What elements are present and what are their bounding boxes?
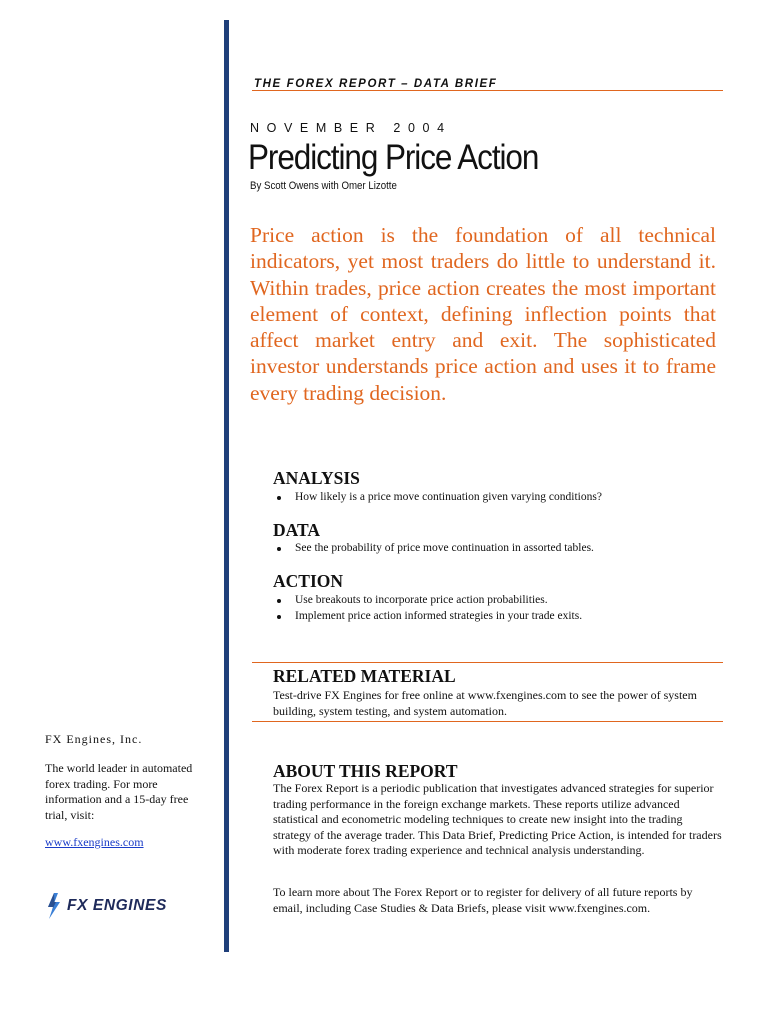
fx-engines-logo [45, 893, 167, 919]
analysis-heading: ANALYSIS [273, 468, 360, 488]
data-heading: DATA [273, 520, 320, 540]
list-item: See the probability of price move continuation in assorted tables. [273, 541, 594, 557]
about-report-text: The Forex Report is a periodic publication that investigates advanced strategies for superior trading performance in the foreign exchange markets. These reports utilize advanced statistical and econometric modeling techniques to create new insight into the trading strategy of the average trader. This Data Brief, Predicting Price Action, is intended for traders with moderate forex trading experience and technical analysis understanding. [273, 781, 722, 857]
action-heading: ACTION [273, 571, 344, 591]
related-divider-bottom [252, 721, 723, 722]
list-item: Implement price action informed strategies in your trade exits. [273, 609, 582, 625]
related-divider-top [252, 662, 723, 663]
report-series-label: THE FOREX REPORT – DATA BRIEF [254, 78, 498, 90]
lightning-bolt-icon [45, 893, 63, 919]
header-divider [252, 90, 723, 91]
list-item: Use breakouts to incorporate price action probabilities. [273, 593, 582, 609]
issue-date: NOVEMBER 2004 [250, 121, 452, 135]
analysis-list [273, 490, 602, 506]
action-list [273, 593, 582, 624]
byline: By Scott Owens with Omer Lizotte [250, 180, 397, 192]
report-title: Predicting Price Action [248, 138, 539, 177]
data-list [273, 541, 594, 557]
logo-text: FX ENGINES [67, 897, 167, 914]
related-material-text: Test-drive FX Engines for free online at www.fxengines.com to see the power of system building, system testing, and system automation. [273, 688, 697, 718]
lede-paragraph: Price action is the foundation of all technical indicators, yet most traders do little to understand it. Within trades, price action creates the most important element of context, defining inflection points that affect market entry and exit. The sophisticated investor understands price action and uses it to frame every trading decision. [250, 223, 716, 405]
vertical-accent-bar [224, 20, 229, 952]
company-blurb: The world leader in automated forex trading. For more information and a 15-day free trial, visit: [45, 761, 193, 822]
company-website-link[interactable]: www.fxengines.com [45, 835, 144, 849]
related-material-heading: RELATED MATERIAL [273, 666, 456, 686]
about-report-subscribe-text: To learn more about The Forex Report or to register for delivery of all future reports by email, including Case Studies & Data Briefs, please visit www.fxengines.com. [273, 885, 693, 915]
company-name: FX Engines, Inc. [45, 732, 143, 746]
list-item: How likely is a price move continuation given varying conditions? [273, 490, 602, 506]
about-report-heading: ABOUT THIS REPORT [273, 761, 458, 781]
